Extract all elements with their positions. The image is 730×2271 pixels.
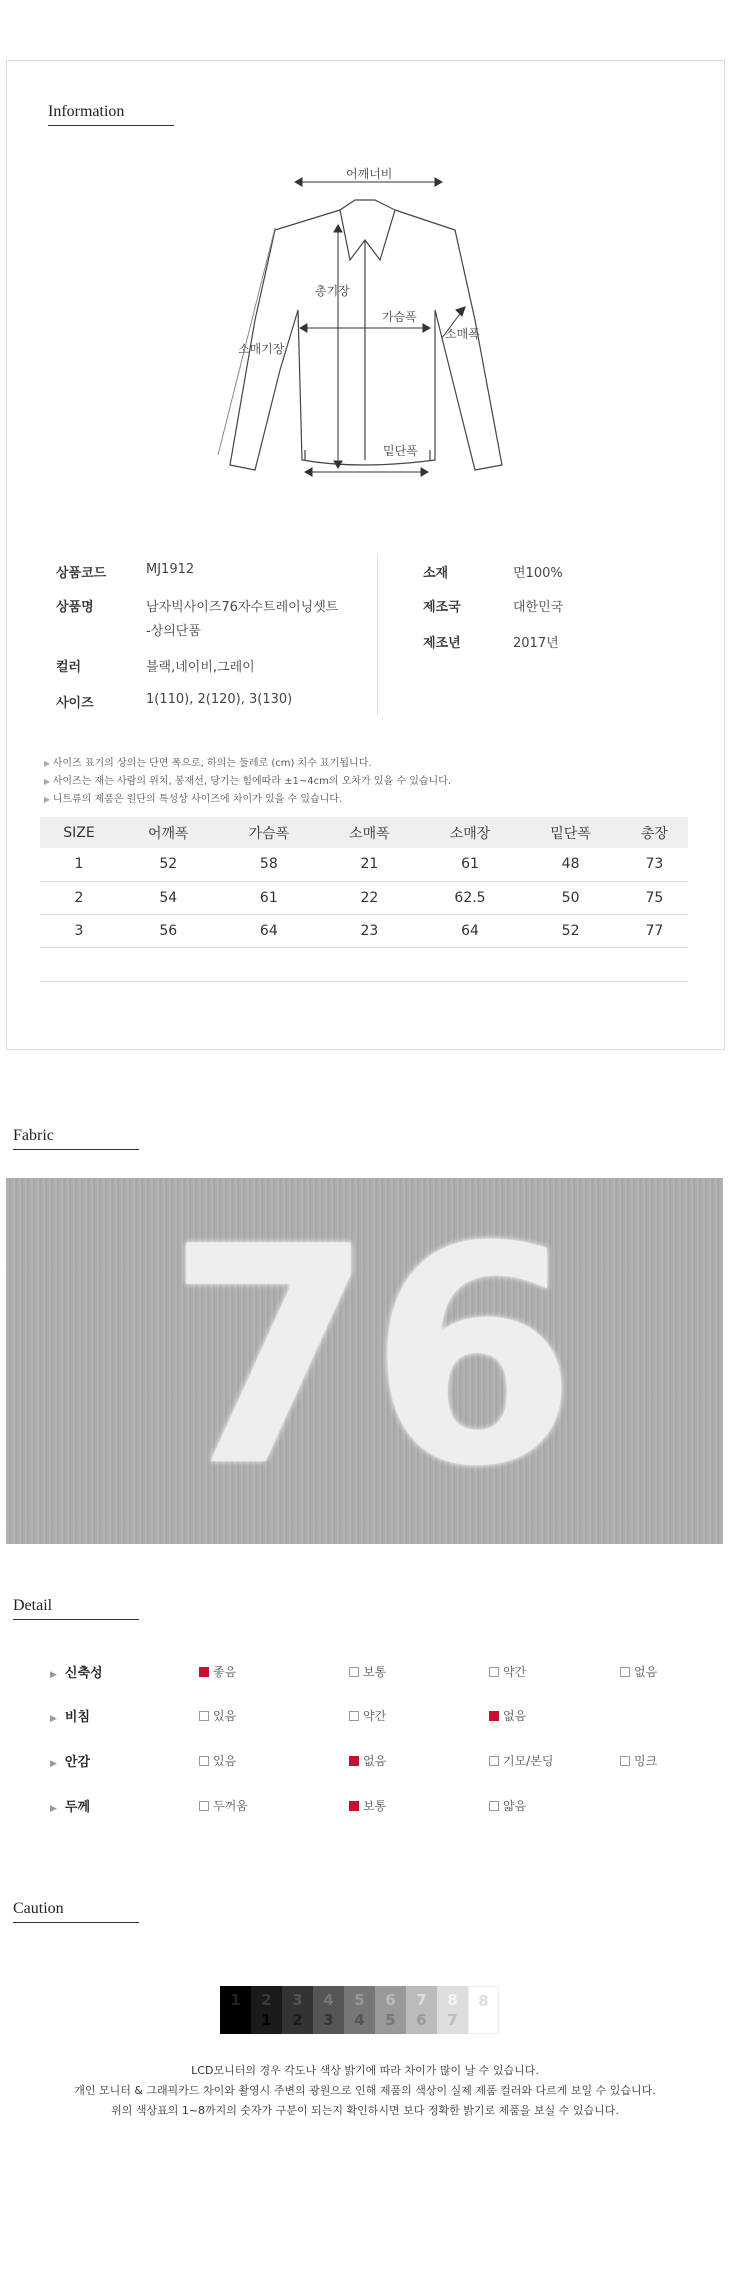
spec-value-size: 1(110), 2(120), 3(130) — [146, 692, 293, 707]
col-chest: 가슴폭 — [219, 817, 320, 848]
col-total: 총장 — [621, 817, 688, 848]
fabric-title: Fabric — [13, 1127, 139, 1150]
swatch — [251, 1986, 282, 2034]
detail-option — [199, 1707, 236, 1724]
spec-value-color: 블랙,네이비,그레이 — [146, 660, 255, 675]
spec-value-material: 면100% — [513, 566, 563, 581]
detail-option-label: 보통 — [363, 1665, 387, 1679]
table-cell: 48 — [520, 848, 621, 881]
swatch — [406, 1986, 437, 2034]
detail-option-label: 있음 — [213, 1754, 237, 1768]
checkbox-icon — [199, 1667, 209, 1677]
spec-label-code: 상품코드 — [56, 566, 107, 581]
swatch-bottom-label: 8 — [478, 1992, 489, 2010]
table-cell: 22 — [319, 881, 420, 914]
col-sleeve-width: 소매폭 — [319, 817, 420, 848]
swatch-bottom-label: 5 — [385, 2011, 396, 2029]
detail-option-label: 있음 — [213, 1709, 237, 1723]
spec-label-material: 소재 — [423, 566, 449, 581]
table-cell: 1 — [40, 848, 118, 881]
checkbox-icon — [199, 1711, 209, 1721]
spec-label-size: 사이즈 — [56, 696, 94, 711]
fabric-photo — [6, 1178, 723, 1544]
caution-line-1: LCD모니터의 경우 각도나 색상 밝기에 따라 차이가 많이 날 수 있습니다. — [191, 2064, 539, 2077]
detail-option-label: 기모/본딩 — [503, 1754, 554, 1768]
detail-option — [349, 1663, 386, 1680]
checkbox-icon — [489, 1801, 499, 1811]
checkbox-icon — [489, 1667, 499, 1677]
checkbox-icon — [620, 1756, 630, 1766]
table-cell: 61 — [420, 848, 521, 881]
detail-option — [349, 1797, 386, 1814]
swatch-top-label: 1 — [230, 1991, 241, 2009]
spec-label-color: 컬러 — [56, 660, 82, 675]
table-row — [40, 848, 688, 881]
swatch-bottom-label: 4 — [354, 2011, 365, 2029]
detail-option — [620, 1663, 657, 1680]
detail-option — [489, 1797, 526, 1814]
size-note-1: ▶ 사이즈 표기의 상의는 단면 폭으로, 하의는 둘레로 (cm) 치수 표기됩니다. — [44, 754, 372, 769]
swatch-top-label: 8 — [447, 1991, 458, 2009]
caution-title: Caution — [13, 1900, 139, 1923]
checkbox-icon — [349, 1801, 359, 1811]
detail-label-sheer: ▶ 비침 — [50, 1706, 90, 1725]
label-shoulder: 어깨너비 — [346, 167, 393, 181]
swatch-bottom-label: 3 — [323, 2011, 334, 2029]
size-table-header — [40, 817, 688, 848]
table-cell: 52 — [118, 848, 219, 881]
caution-line-3: 위의 색상표의 1~8까지의 숫자가 구분이 되는지 확인하시면 보다 정확한 밝기로 제품을 보실 수 있습니다. — [111, 2104, 619, 2117]
swatch — [282, 1986, 313, 2034]
detail-option — [349, 1752, 386, 1769]
checkbox-icon — [489, 1756, 499, 1766]
table-cell: 50 — [520, 881, 621, 914]
table-cell: 62.5 — [420, 881, 521, 914]
swatch — [468, 1986, 499, 2034]
checkbox-icon — [349, 1711, 359, 1721]
table-cell: 21 — [319, 848, 420, 881]
detail-option-label: 없음 — [503, 1709, 527, 1723]
detail-option-label: 약간 — [503, 1665, 527, 1679]
table-cell-empty — [40, 947, 688, 981]
detail-option-label: 보통 — [363, 1799, 387, 1813]
table-row — [40, 914, 688, 947]
table-cell: 58 — [219, 848, 320, 881]
spec-label-name: 상품명 — [56, 600, 94, 615]
col-size: SIZE — [40, 817, 118, 848]
spec-value-name: 남자빅사이즈76자수트레이닝셋트 — [146, 600, 339, 615]
color-swatch-chart — [220, 1986, 499, 2034]
swatch-top-label: 6 — [385, 1991, 396, 2009]
detail-option — [489, 1663, 526, 1680]
swatch — [313, 1986, 344, 2034]
col-sleeve-length: 소매장 — [420, 817, 521, 848]
swatch-top-label: 2 — [261, 1991, 272, 2009]
checkbox-icon — [349, 1667, 359, 1677]
detail-option-label: 없음 — [634, 1665, 658, 1679]
table-cell: 54 — [118, 881, 219, 914]
detail-option — [199, 1663, 236, 1680]
label-chest: 가슴폭 — [382, 310, 417, 324]
spec-value-year: 2017년 — [513, 636, 559, 651]
detail-option — [489, 1707, 526, 1724]
checkbox-icon — [349, 1756, 359, 1766]
table-cell: 75 — [621, 881, 688, 914]
detail-label-stretch: ▶ 신축성 — [50, 1662, 103, 1681]
col-shoulder: 어깨폭 — [118, 817, 219, 848]
detail-label-thickness: ▶ 두께 — [50, 1796, 90, 1815]
size-note-2: ▶ 사이즈는 재는 사람의 위치, 봉재선, 당기는 힘에따라 ±1~4cm의 오차가 있을 수 있습니다. — [44, 772, 451, 787]
col-hem: 밑단폭 — [520, 817, 621, 848]
table-cell: 77 — [621, 914, 688, 947]
detail-option-label: 없음 — [363, 1754, 387, 1768]
label-sleeve-width: 소매폭 — [445, 327, 480, 341]
detail-option — [199, 1797, 248, 1814]
table-cell: 73 — [621, 848, 688, 881]
detail-option — [489, 1752, 553, 1769]
table-cell: 3 — [40, 914, 118, 947]
swatch-bottom-label: 2 — [292, 2011, 303, 2029]
checkbox-icon — [620, 1667, 630, 1677]
detail-title: Detail — [13, 1597, 139, 1620]
size-table — [40, 817, 688, 982]
table-cell: 64 — [420, 914, 521, 947]
checkbox-icon — [489, 1711, 499, 1721]
detail-option-label: 약간 — [363, 1709, 387, 1723]
swatch-bottom-label: 6 — [416, 2011, 427, 2029]
detail-label-lining: ▶ 안감 — [50, 1751, 90, 1770]
swatch-top-label: 7 — [416, 1991, 427, 2009]
table-row — [40, 881, 688, 914]
checkbox-icon — [199, 1801, 209, 1811]
swatch — [437, 1986, 468, 2034]
detail-option-label: 두꺼움 — [213, 1799, 248, 1813]
swatch-top-label: 5 — [354, 1991, 365, 2009]
swatch — [375, 1986, 406, 2034]
table-cell: 2 — [40, 881, 118, 914]
swatch-top-label: 3 — [292, 1991, 303, 2009]
table-row — [40, 947, 688, 981]
detail-option — [349, 1707, 386, 1724]
information-title: Information — [48, 103, 174, 126]
swatch-bottom-label: 7 — [447, 2011, 458, 2029]
fabric-number: 76 — [166, 1183, 572, 1532]
jacket-size-diagram — [210, 160, 530, 500]
detail-option — [620, 1752, 657, 1769]
table-cell: 64 — [219, 914, 320, 947]
detail-option — [199, 1752, 236, 1769]
detail-option-label: 좋음 — [213, 1665, 237, 1679]
label-hem: 밑단폭 — [383, 444, 418, 458]
label-sleeve-length: 소매기장 — [238, 342, 285, 356]
table-cell: 61 — [219, 881, 320, 914]
spec-value-code: MJ1912 — [146, 562, 195, 577]
detail-option-label: 얇음 — [503, 1799, 527, 1813]
swatch — [220, 1986, 251, 2034]
table-cell: 52 — [520, 914, 621, 947]
swatch-bottom-label: 1 — [261, 2011, 272, 2029]
spec-label-year: 제조년 — [423, 636, 461, 651]
spec-value-country: 대한민국 — [513, 600, 564, 615]
label-total-length: 총기장 — [315, 284, 350, 298]
spec-label-country: 제조국 — [423, 600, 461, 615]
spec-value-name-2: -상의단품 — [146, 624, 201, 639]
size-note-3: ▶ 니트류의 제품은 원단의 특성상 사이즈에 차이가 있을 수 있습니다. — [44, 790, 342, 805]
caution-line-2: 개인 모니터 & 그래픽카드 차이와 촬영시 주변의 광원으로 인해 제품의 색상이 실제 제품 컬러와 다르게 보일 수 있습니다. — [74, 2084, 656, 2097]
table-cell: 23 — [319, 914, 420, 947]
checkbox-icon — [199, 1756, 209, 1766]
detail-option-label: 밍크 — [634, 1754, 658, 1768]
spec-divider — [377, 555, 378, 715]
swatch-top-label: 4 — [323, 1991, 334, 2009]
swatch — [344, 1986, 375, 2034]
table-cell: 56 — [118, 914, 219, 947]
